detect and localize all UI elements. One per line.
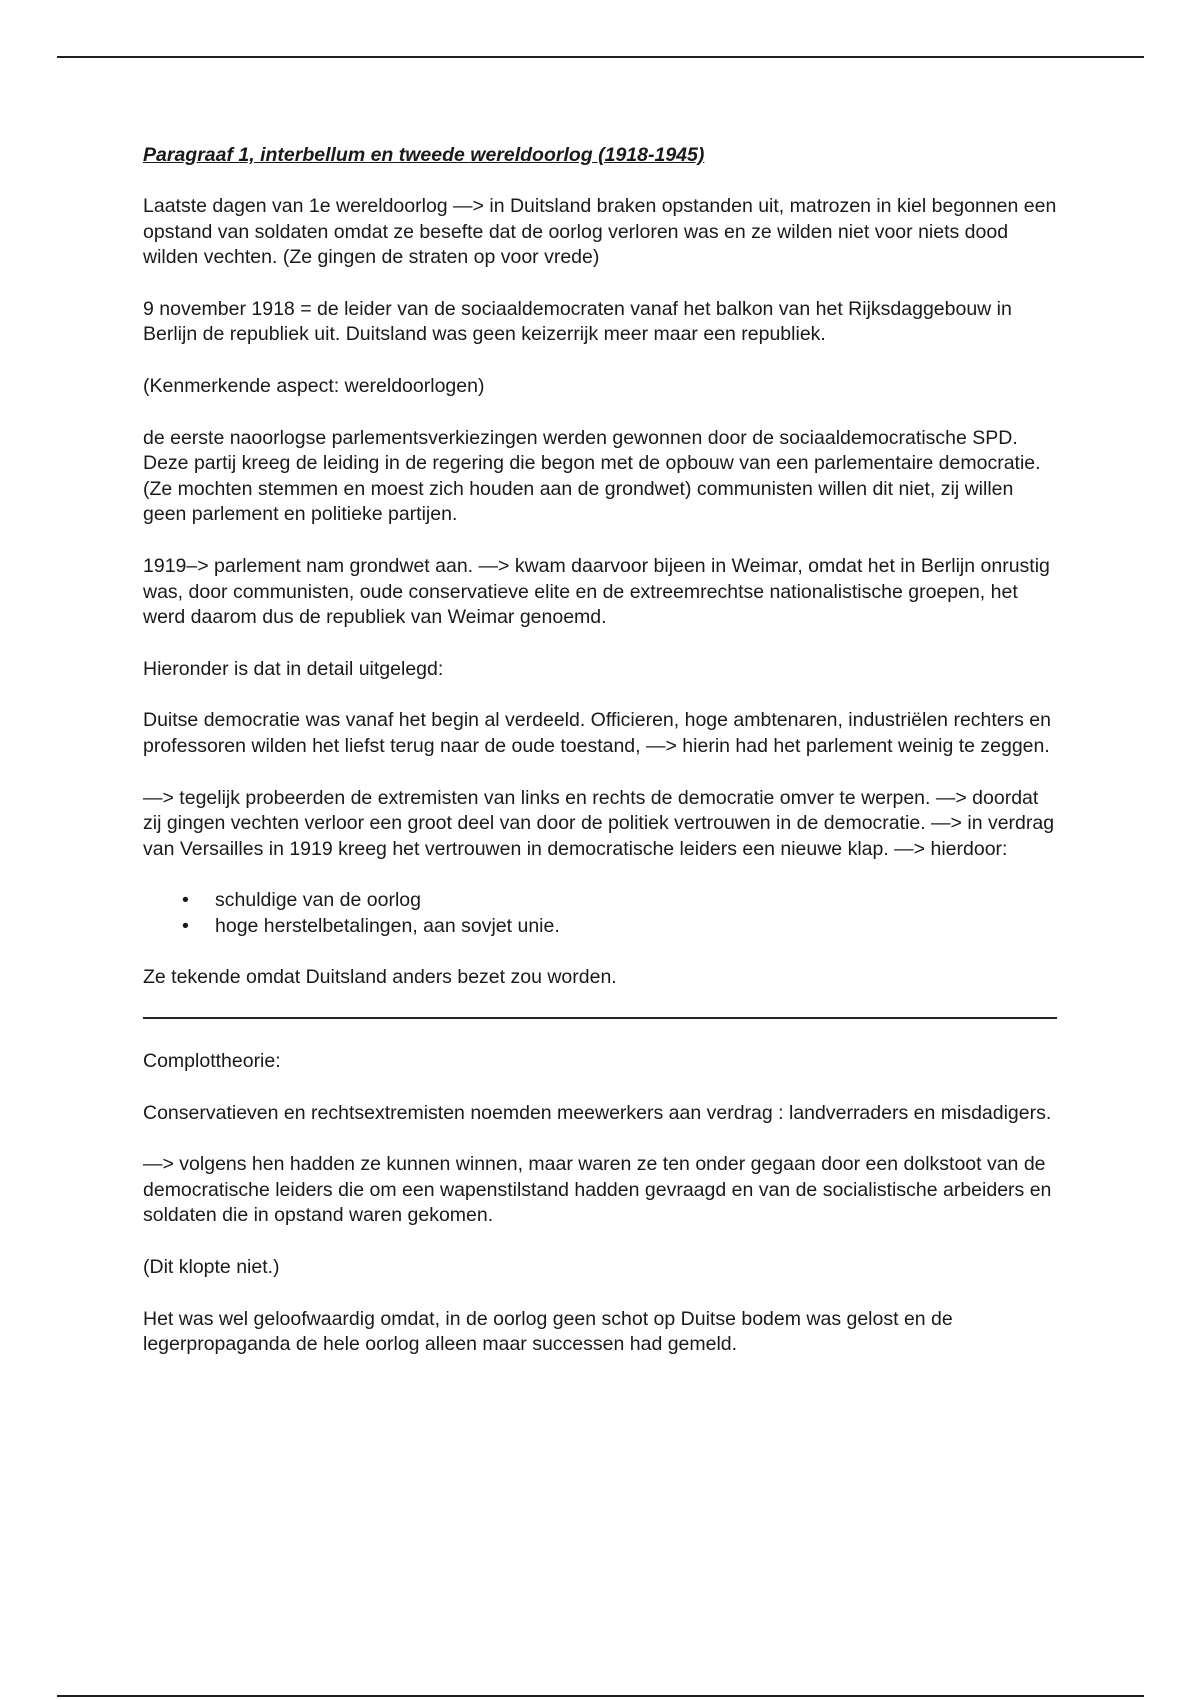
bullet-glyph: • (182, 914, 189, 937)
list-item (182, 914, 1058, 940)
section-divider (143, 1017, 1057, 1019)
paragraph-extremists: —> tegelijk probeerden de extremisten van links en rechts de democratie omver te werpen. —> doordat zij gingen vechten verloor een groot deel van door de politiek vertrouwen in de democratie. —> in verdrag van Versailles in 1919 kreeg het vertrouwen in democratische leiders een nieuwe klap. —> hierdoor: (143, 786, 1055, 860)
paragraph-republic-proclaimed: 9 november 1918 = de leider van de sociaaldemocraten vanaf het balkon van het Rijksdaggebouw in Berlijn de republiek uit. Duitsland was geen keizerrijk meer maar een republiek. (143, 297, 1012, 346)
page-bottom-rule (57, 1695, 1144, 1697)
paragraph-weimar-constitution: 1919–> parlement nam grondwet aan. —> kwam daarvoor bijeen in Weimar, omdat het in Berlijn onrustig was, door communisten, oude conservatieve elite en de extreemrechtse nationalistische groepen, het werd daarom dus de republiek van Weimar genoemd. (143, 554, 1050, 629)
paragraph-not-true: (Dit klopte niet.) (143, 1256, 280, 1279)
document-title: Paragraaf 1, interbellum en tweede wereldoorlog (1918-1945) (143, 144, 705, 166)
paragraph-conspiracy-heading: Complottheorie: (143, 1050, 281, 1073)
paragraph-stab-in-back: —> volgens hen hadden ze kunnen winnen, maar waren ze ten onder gegaan door een dolkstoot van de democratische leiders die om een wapenstilstand hadden gevraagd en van de socialistische arbeiders en soldaten die in opstand waren gekomen. (143, 1153, 1052, 1227)
consequences-list (143, 888, 1058, 939)
paragraph-first-elections: de eerste naoorlogse parlementsverkiezingen werden gewonnen door de sociaaldemocratische SPD. Deze partij kreeg de leiding in de regering die begon met de opbouw van een parlementaire democratie. (Ze mochten stemmen en moest zich houden aan de grondwet) communisten willen dit niet, zij willen geen parlement en politieke partijen. (143, 426, 1041, 526)
list-item (182, 888, 1058, 914)
paragraph-traitors: Conservatieven en rechtsextremisten noemden meewerkers aan verdrag : landverraders en misdadigers. (143, 1101, 1052, 1124)
paragraph-signed-treaty: Ze tekende omdat Duitsland anders bezet zou worden. (143, 966, 617, 989)
paragraph-last-days-ww1: Laatste dagen van 1e wereldoorlog —> in Duitsland braken opstanden uit, matrozen in kiel begonnen een opstand van soldaten omdat ze besefte dat de oorlog verloren was en ze wilden niet voor niets dood wilden vechten. (Ze gingen de straten op voor vrede) (143, 195, 1057, 269)
paragraph-key-aspect: (Kenmerkende aspect: wereldoorlogen) (143, 374, 485, 397)
paragraph-divided-democracy: Duitse democratie was vanaf het begin al verdeeld. Officieren, hoge ambtenaren, industriëlen rechters en professoren wilden het liefst terug naar de oude toestand, —> hierin had het parlement weinig te zeggen. (143, 709, 1051, 757)
bullet-glyph: • (182, 889, 189, 912)
page-top-rule (57, 56, 1144, 58)
list-item-text: hoge herstelbetalingen, aan sovjet unie. (215, 914, 560, 937)
list-item-text: schuldige van de oorlog (215, 889, 421, 912)
paragraph-detail-intro: Hieronder is dat in detail uitgelegd: (143, 657, 444, 680)
paragraph-believable: Het was wel geloofwaardig omdat, in de oorlog geen schot op Duitse bodem was gelost en de legerpropaganda de hele oorlog alleen maar successen had gemeld. (143, 1307, 953, 1356)
document-body (143, 143, 1058, 1384)
